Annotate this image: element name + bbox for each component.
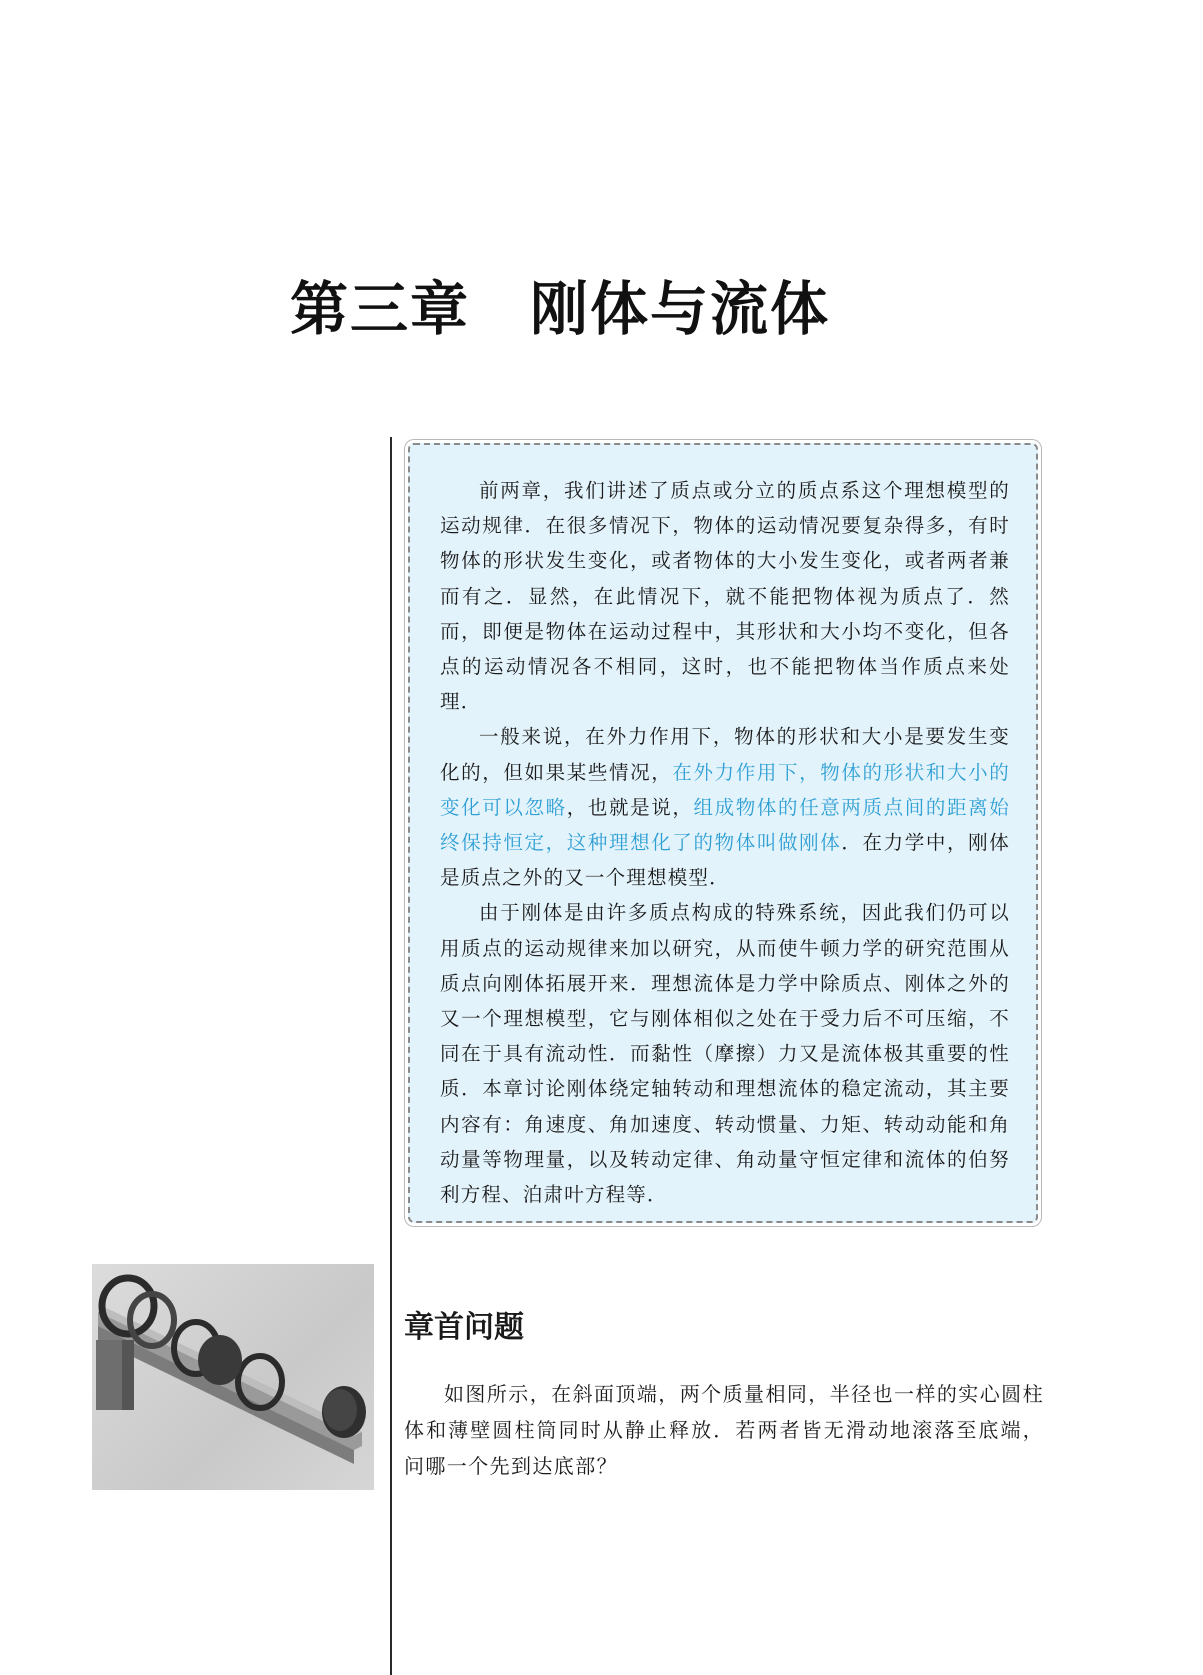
intro-p2-text-a: 一般来说，在外力作用下，物体的形状和大小是要发生变化的，但如果某些情况， xyxy=(440,725,1010,784)
intro-p2-text-b: ，也就是说， xyxy=(566,795,694,819)
intro-paragraph-3: 由于刚体是由许多质点构成的特殊系统，因此我们仍可以用质点的运动规律来加以研究，从而使牛顿力学的研究范围从质点向刚体拓展开来．理想流体是力学中除质点、刚体之外的又一个理想模型，它与刚体相似之处在于受力后不可压缩，不同在于具有流动性．而黏性（摩擦）力又是流体极其重要的性质．本章讨论刚体绕定轴转动和理想流体的稳定流动，其主要内容有：角速度、角加速度、转动惯量、力矩、转动动能和角动量等物理量，以及转动定律、角动量守恒定律和流体的伯努利方程、泊肃叶方程等． xyxy=(440,901,1010,1207)
rolling-cylinders-photo xyxy=(92,1264,374,1490)
rolling-cylinders-illustration xyxy=(92,1264,374,1490)
chapter-title: 第三章 刚体与流体 xyxy=(290,275,831,343)
chapter-question-text: 如图所示，在斜面顶端，两个质量相同，半径也一样的实心圆柱体和薄壁圆柱筒同时从静止释放．若两者皆无滑动地滚落至底端，问哪一个先到达底部？ xyxy=(404,1382,1044,1478)
margin-divider-line xyxy=(390,437,392,1675)
intro-paragraph-2 xyxy=(440,719,1010,895)
section-title: 章首问题 xyxy=(404,1310,524,1345)
rigid-body-highlight-1: 在外力作用下，物体的形状和大小的变化可以忽略 xyxy=(440,760,1011,819)
rigid-body-definition-highlight: 组成物体的任意两质点间的距离始终保持恒定，这种理想化了的物体叫做刚体 xyxy=(440,795,1010,855)
intro-p2-text-c: ．在力学中，刚体是质点之外的又一个理想模型． xyxy=(440,831,1010,890)
intro-paragraph-1: 前两章，我们讲述了质点或分立的质点系这个理想模型的运动规律．在很多情况下，物体的运动情况要复杂得多，有时物体的形状发生变化，或者物体的大小发生变化，或者两者兼而有之．显然，在此情况下，就不能把物体视为质点了．然而，即便是物体在运动过程中，其形状和大小均不变化，但各点的运动情况各不相同，这时，也不能把物体当作质点来处理． xyxy=(440,479,1010,714)
chapter-intro-box xyxy=(408,443,1038,1223)
